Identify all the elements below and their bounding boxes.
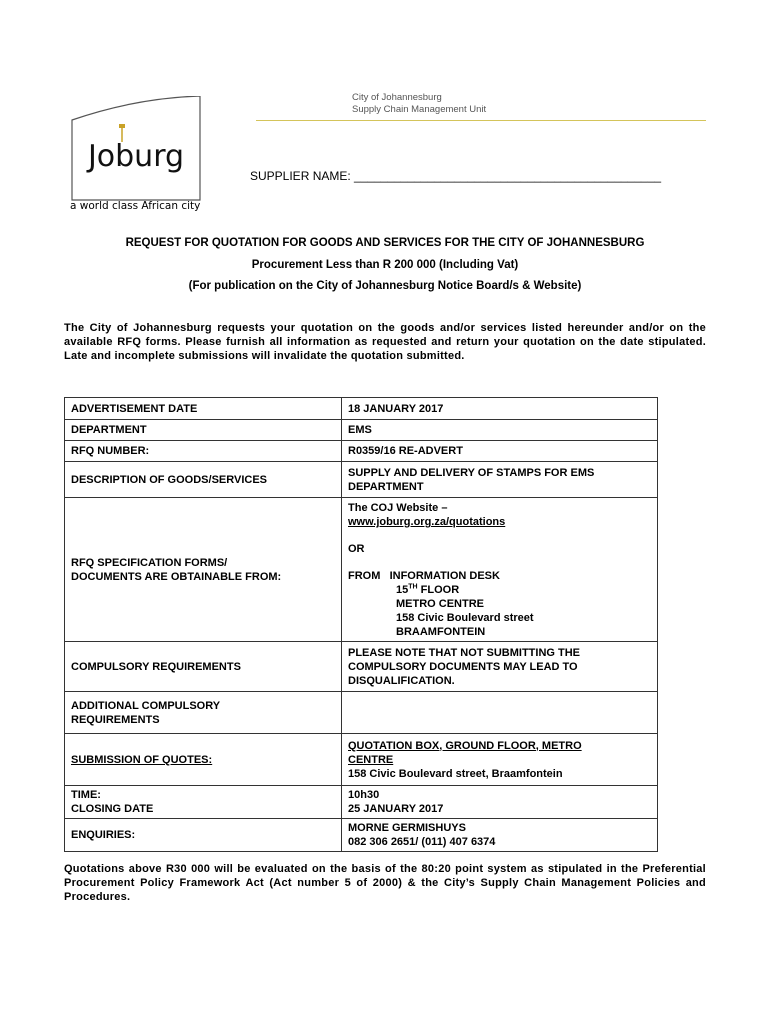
submission-line: 158 Civic Boulevard street, Braamfontein (348, 767, 563, 780)
header-rule (256, 120, 706, 121)
additional-label-line: ADDITIONAL COMPULSORY (71, 699, 221, 712)
department-label: DEPARTMENT (65, 420, 342, 441)
org-unit: Supply Chain Management Unit (352, 104, 487, 115)
rfq-number-value: R0359/16 RE-ADVERT (342, 441, 658, 462)
submission-value (342, 734, 658, 786)
compulsory-value (342, 642, 658, 692)
street-line: 158 Civic Boulevard street (396, 612, 534, 624)
compulsory-line: DISQUALIFICATION. (348, 674, 455, 687)
compulsory-line: COMPULSORY DOCUMENTS MAY LEAD TO (348, 660, 578, 673)
additional-label-line: REQUIREMENTS (71, 713, 160, 726)
table-row (65, 692, 658, 734)
advertisement-date-value: 18 JANUARY 2017 (342, 398, 658, 420)
closing-value (342, 786, 658, 819)
time-label: TIME: (71, 789, 101, 801)
enquiries-value (342, 819, 658, 852)
evaluation-note: Quotations above R30 000 will be evaluated on the basis of the 80:20 point system as stipulated in the Preferential Procurement Policy Framework Act (Act number 5 of 2000) & the City’s Supply Chain Management Policies and Procedures. (64, 863, 706, 903)
specification-label-line: RFQ SPECIFICATION FORMS/ (71, 556, 228, 569)
floor-suffix: TH (408, 583, 418, 591)
joburg-logo (66, 96, 206, 216)
table-row (65, 398, 658, 420)
document-title: REQUEST FOR QUOTATION FOR GOODS AND SERVICES FOR THE CITY OF JOHANNESBURG (125, 237, 645, 249)
table-row (65, 441, 658, 462)
description-line: DEPARTMENT (348, 480, 424, 493)
table-row (65, 498, 658, 642)
suburb-line: BRAAMFONTEIN (396, 626, 486, 638)
description-value (342, 462, 658, 498)
specification-value (342, 498, 658, 642)
table-row (65, 819, 658, 852)
or-text: OR (348, 543, 365, 555)
contact-phone: 082 306 2651/ (011) 407 6374 (348, 836, 496, 848)
closing-date-label: CLOSING DATE (71, 803, 154, 815)
supplier-name-label: SUPPLIER NAME: (250, 169, 351, 183)
logo-tagline: a world class African city (70, 200, 201, 212)
rfq-number-label: RFQ NUMBER: (65, 441, 342, 462)
supplier-name-line (250, 169, 661, 183)
submission-line: QUOTATION BOX, GROUND FLOOR, METRO (348, 739, 582, 752)
logo-wordmark: Joburg (87, 139, 185, 174)
website-link[interactable]: www.joburg.org.za/quotations (348, 516, 506, 528)
time-value: 10h30 (348, 789, 380, 801)
specification-label (65, 498, 342, 642)
procurement-limit: Procurement Less than R 200 000 (Including Vat) (251, 259, 519, 271)
enquiries-label: ENQUIRIES: (65, 819, 342, 852)
floor-number: 15 (396, 584, 409, 596)
info-desk-line (348, 569, 651, 583)
advertisement-date-label: ADVERTISEMENT DATE (65, 398, 342, 420)
submission-line: CENTRE (348, 753, 394, 766)
description-label: DESCRIPTION OF GOODS/SERVICES (65, 462, 342, 498)
additional-value (342, 692, 658, 734)
table-row (65, 734, 658, 786)
table-row (65, 642, 658, 692)
building-line: METRO CENTRE (396, 598, 484, 610)
closing-label (65, 786, 342, 819)
submission-label: SUBMISSION OF QUOTES: (65, 734, 342, 786)
intro-paragraph: The City of Johannesburg requests your quotation on the goods and/or services listed hereunder and/or on the available RFQ forms. Please furnish all information as requested and return your quotation on the date stipulated. Late and incomplete submissions will invalidate the quotation submitted. (64, 322, 706, 362)
table-row (65, 420, 658, 441)
rfq-details-table (64, 397, 658, 852)
contact-name: MORNE GERMISHUYS (348, 822, 466, 834)
specification-label-line: DOCUMENTS ARE OBTAINABLE FROM: (71, 570, 282, 583)
compulsory-line: PLEASE NOTE THAT NOT SUBMITTING THE (348, 646, 581, 659)
website-label: The COJ Website – (348, 502, 448, 514)
additional-label (65, 692, 342, 734)
department-value: EMS (342, 420, 658, 441)
supplier-name-blank: ______________________________________________ (354, 169, 662, 183)
info-desk-text: INFORMATION DESK (389, 570, 500, 582)
closing-date-value: 25 JANUARY 2017 (348, 803, 444, 815)
publication-note: (For publication on the City of Johannesburg Notice Board/s & Website) (188, 280, 582, 292)
org-name: City of Johannesburg (352, 92, 442, 103)
floor-line (348, 583, 651, 597)
compulsory-label: COMPULSORY REQUIREMENTS (65, 642, 342, 692)
from-text: FROM (348, 570, 381, 582)
floor-word: FLOOR (420, 584, 460, 596)
table-row (65, 462, 658, 498)
description-line: SUPPLY AND DELIVERY OF STAMPS FOR EMS (348, 466, 595, 479)
table-row (65, 786, 658, 819)
